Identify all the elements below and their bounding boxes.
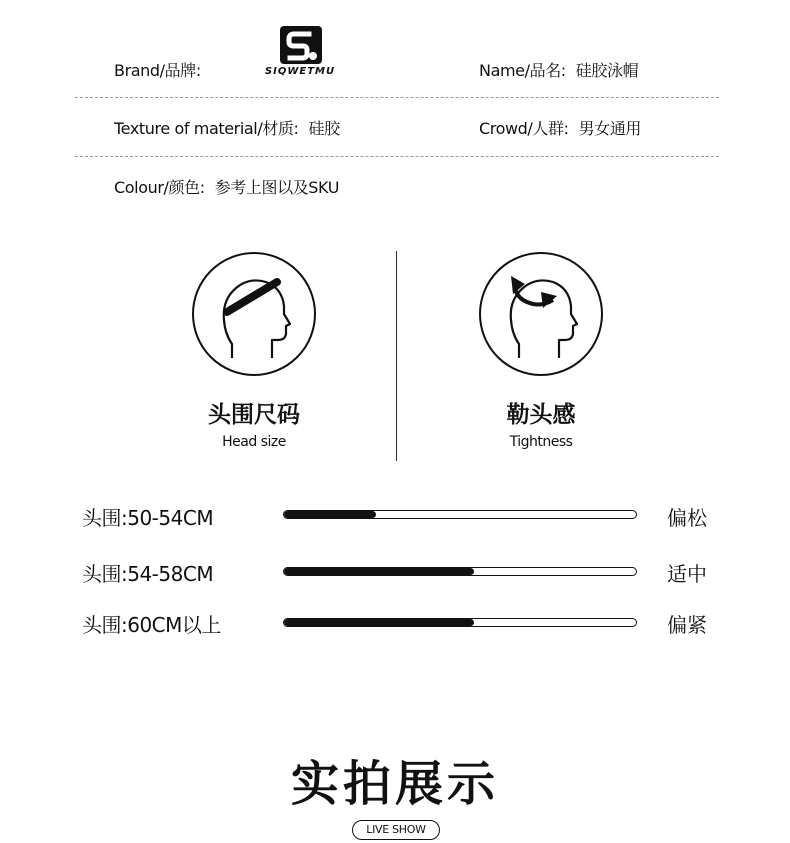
fit-bar xyxy=(283,567,637,576)
fit-bar xyxy=(283,618,637,627)
size-row-label: 头围:50-54CM xyxy=(82,506,214,530)
crowd-value: 男女通用 xyxy=(578,119,642,138)
fit-level: 适中 xyxy=(667,562,707,586)
feature-title-tightness: 勒头感 xyxy=(506,402,576,428)
feature-subtitle-head-size: Head size xyxy=(222,434,286,450)
feature-title-head-size: 头围尺码 xyxy=(208,402,300,428)
material-spec xyxy=(114,116,340,139)
live-show-badge: LIVE SHOW xyxy=(352,820,440,840)
material-value: 硅胶 xyxy=(308,119,340,138)
size-row-label: 头围:54-58CM xyxy=(82,562,214,586)
fit-bar-fill xyxy=(284,568,474,575)
vertical-divider xyxy=(396,251,397,461)
size-row-label: 头围:60CM以上 xyxy=(82,613,221,637)
fit-bar-fill xyxy=(284,619,474,626)
fit-bar-fill xyxy=(284,511,376,518)
head-tightness-icon xyxy=(479,252,603,376)
fit-bar xyxy=(283,510,637,519)
divider xyxy=(75,156,719,157)
colour-label: Colour/颜色: xyxy=(114,178,205,197)
product-name xyxy=(479,58,638,81)
section-title: 实拍展示 xyxy=(290,756,499,812)
fit-level: 偏紧 xyxy=(667,613,707,637)
material-label: Texture of material/材质: xyxy=(114,119,299,138)
colour-spec xyxy=(114,175,339,198)
name-value: 硅胶泳帽 xyxy=(575,61,639,80)
crowd-spec xyxy=(479,116,641,139)
feature-subtitle-tightness: Tightness xyxy=(509,434,573,450)
brand-logo-text: SIQWETMU xyxy=(264,66,336,77)
divider xyxy=(75,97,719,98)
head-band-icon xyxy=(192,252,316,376)
crowd-label: Crowd/人群: xyxy=(479,119,569,138)
brand-label: Brand/品牌: xyxy=(114,61,201,80)
colour-value: 参考上图以及SKU xyxy=(214,178,340,197)
brand-logo xyxy=(250,24,350,82)
fit-level: 偏松 xyxy=(667,506,707,530)
name-label: Name/品名: xyxy=(479,61,566,80)
